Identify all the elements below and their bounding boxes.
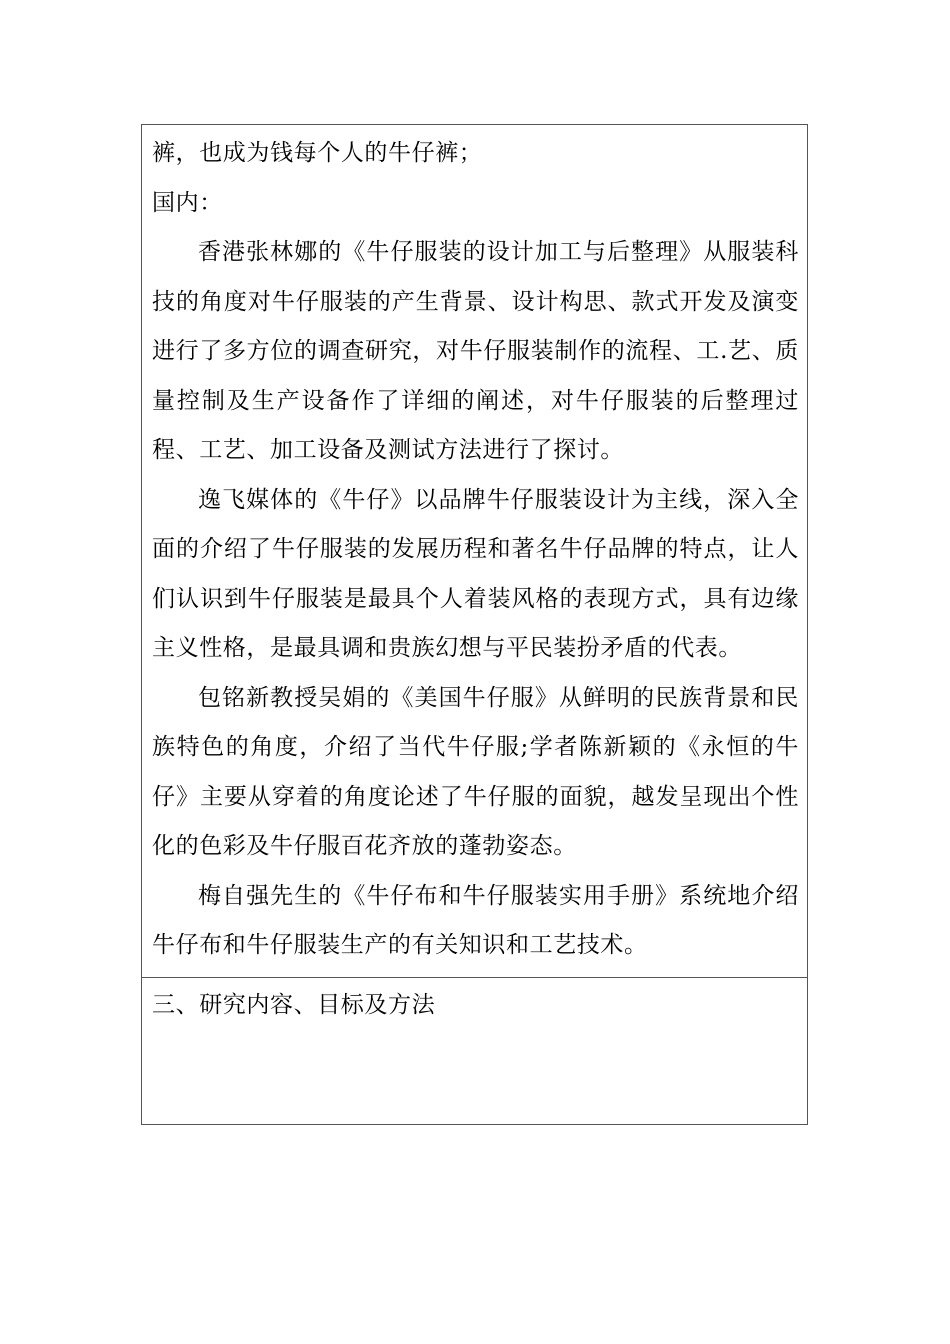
paragraph-bao-mingxin: 包铭新教授吴娟的《美国牛仔服》从鲜明的民族背景和民族特色的角度，介绍了当代牛仔服;学者陈新颖的《永恒的牛仔》主要从穿着的角度论述了牛仔服的面貌，越发呈现出个性化的色彩及牛仔服百花齐放的蓬勃姿态。	[152, 684, 799, 859]
research-content-cell	[142, 978, 807, 1124]
literature-review-cell	[142, 125, 807, 978]
paragraph-zhang-linna: 香港张林娜的《牛仔服装的设计加工与后整理》从服装科技的角度对牛仔服装的产生背景、设计构思、款式开发及演变进行了多方位的调查研究，对牛仔服装制作的流程、工.艺、质量控制及生产设备作了详细的阐述，对牛仔服装的后整理过程、工艺、加工设备及测试方法进行了探讨。	[152, 239, 799, 463]
section-heading: 三、研究内容、目标及方法	[152, 991, 436, 1018]
paragraph-yifei-media: 逸飞媒体的《牛仔》以品牌牛仔服装设计为主线，深入全面的介绍了牛仔服装的发展历程和著名牛仔品牌的特点，让人们认识到牛仔服装是最具个人着装风格的表现方式，具有边缘主义性格，是最具调和贵族幻想与平民装扮矛盾的代表。	[152, 486, 799, 661]
paragraph-mei-ziqiang: 梅自强先生的《牛仔布和牛仔服装实用手册》系统地介绍牛仔布和牛仔服装生产的有关知识和工艺技术。	[152, 882, 799, 958]
document-table	[141, 124, 808, 1125]
domestic-label: 国内：	[152, 189, 223, 216]
continuation-line: 裤，也成为钱每个人的牛仔裤；	[152, 140, 483, 166]
